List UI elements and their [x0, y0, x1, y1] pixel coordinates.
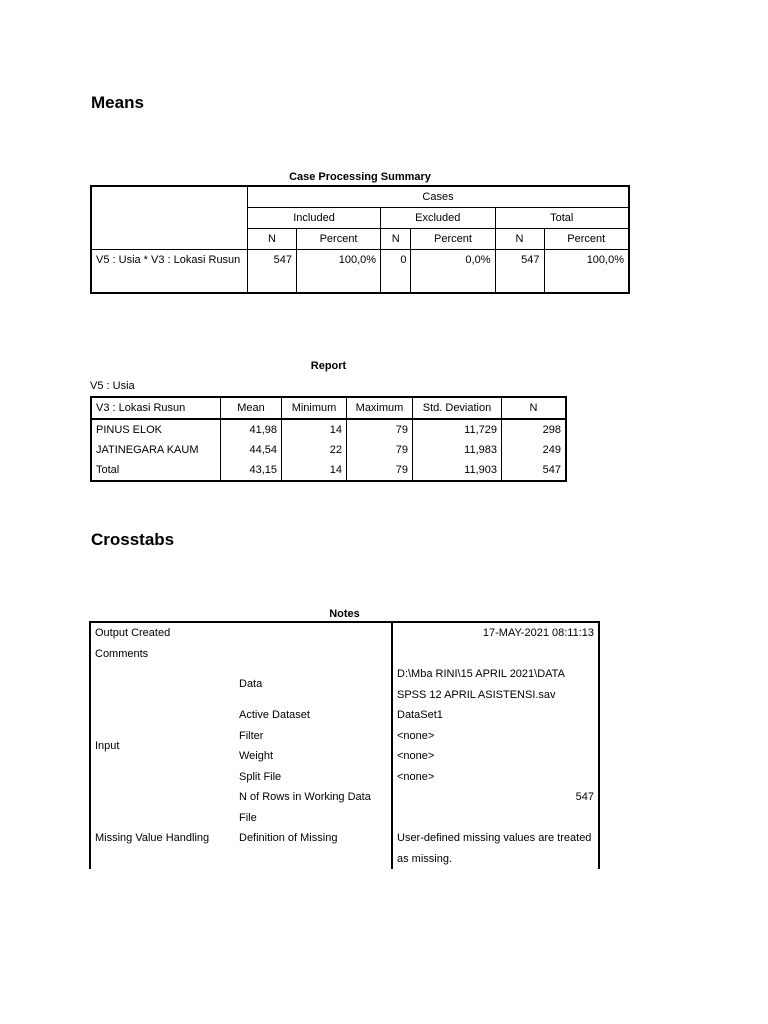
notes-sublabel: Split File	[239, 770, 282, 783]
case-processing-caption: Case Processing Summary	[289, 171, 431, 183]
report-cell: 44,54	[221, 440, 282, 460]
report-col-header: Mean	[221, 397, 282, 419]
crosstabs-heading: Crosstabs	[91, 530, 175, 549]
cps-group-included: Included	[248, 208, 381, 229]
cps-value: 100,0%	[544, 250, 629, 294]
cps-group-total: Total	[495, 208, 629, 229]
cps-group-excluded: Excluded	[381, 208, 495, 229]
report-cell: 79	[347, 460, 413, 481]
cps-value: 547	[248, 250, 297, 294]
notes-label: Input	[95, 739, 120, 752]
report-dependent-label: V5 : Usia	[90, 380, 135, 392]
report-col-header: N	[502, 397, 567, 419]
report-cell: PINUS ELOK	[91, 419, 221, 440]
notes-caption: Notes	[329, 608, 360, 620]
notes-value: User-defined missing values are treated as missing.	[392, 828, 599, 869]
report-table	[90, 396, 567, 482]
case-processing-table	[90, 185, 630, 294]
report-row	[91, 419, 566, 440]
notes-sublabel: Data	[239, 678, 263, 691]
report-cell: 298	[502, 419, 567, 440]
cps-corner-cell	[91, 186, 248, 250]
report-row	[91, 440, 566, 460]
report-cell: 11,729	[413, 419, 502, 440]
notes-sublabel: Definition of Missing	[239, 832, 338, 844]
cps-value: 0,0%	[411, 250, 495, 294]
report-cell: 14	[282, 460, 347, 481]
notes-value: <none>	[392, 746, 599, 767]
report-cell: JATINEGARA KAUM	[91, 440, 221, 460]
notes-value	[392, 644, 599, 665]
report-cell: 79	[347, 440, 413, 460]
report-cell: 249	[502, 440, 567, 460]
report-cell: 22	[282, 440, 347, 460]
report-cell: 43,15	[221, 460, 282, 481]
report-cell: 11,903	[413, 460, 502, 481]
notes-value: <none>	[392, 726, 599, 747]
notes-value: 547	[392, 787, 599, 828]
report-col-header: Std. Deviation	[413, 397, 502, 419]
notes-label: Missing Value Handling	[95, 832, 210, 844]
cps-subheader: Percent	[544, 229, 629, 250]
report-col-header: V3 : Lokasi Rusun	[91, 397, 221, 419]
means-heading: Means	[91, 93, 144, 112]
notes-value: D:\Mba RINI\15 APRIL 2021\DATA SPSS 12 APRIL ASISTENSI.sav	[392, 664, 599, 705]
report-row	[91, 460, 566, 481]
notes-label: Output Created	[95, 627, 171, 639]
cps-subheader: N	[495, 229, 544, 250]
cps-value: 100,0%	[297, 250, 381, 294]
cps-value: 0	[381, 250, 411, 294]
report-cell: 41,98	[221, 419, 282, 440]
cps-cases-header: Cases	[248, 186, 630, 208]
cps-row-label: V5 : Usia * V3 : Lokasi Rusun	[91, 250, 248, 294]
cps-subheader: Percent	[297, 229, 381, 250]
report-col-header: Maximum	[347, 397, 413, 419]
notes-value: DataSet1	[392, 705, 599, 726]
report-cell: Total	[91, 460, 221, 481]
notes-sublabel: Filter	[239, 729, 264, 742]
report-caption: Report	[310, 360, 347, 372]
report-cell: 11,983	[413, 440, 502, 460]
cps-subheader: Percent	[411, 229, 495, 250]
notes-value: <none>	[392, 767, 599, 788]
cps-value: 547	[495, 250, 544, 294]
report-cell: 14	[282, 419, 347, 440]
notes-sublabel: Weight	[239, 750, 274, 762]
cps-subheader: N	[248, 229, 297, 250]
report-cell: 547	[502, 460, 567, 481]
notes-sublabel: Active Dataset	[239, 709, 310, 721]
report-col-header: Minimum	[282, 397, 347, 419]
notes-label: Comments	[95, 647, 149, 660]
notes-sublabel: N of Rows in Working Data File	[239, 791, 371, 824]
notes-table	[89, 621, 600, 869]
cps-subheader: N	[381, 229, 411, 250]
notes-value: 17-MAY-2021 08:11:13	[392, 622, 599, 644]
report-cell: 79	[347, 419, 413, 440]
